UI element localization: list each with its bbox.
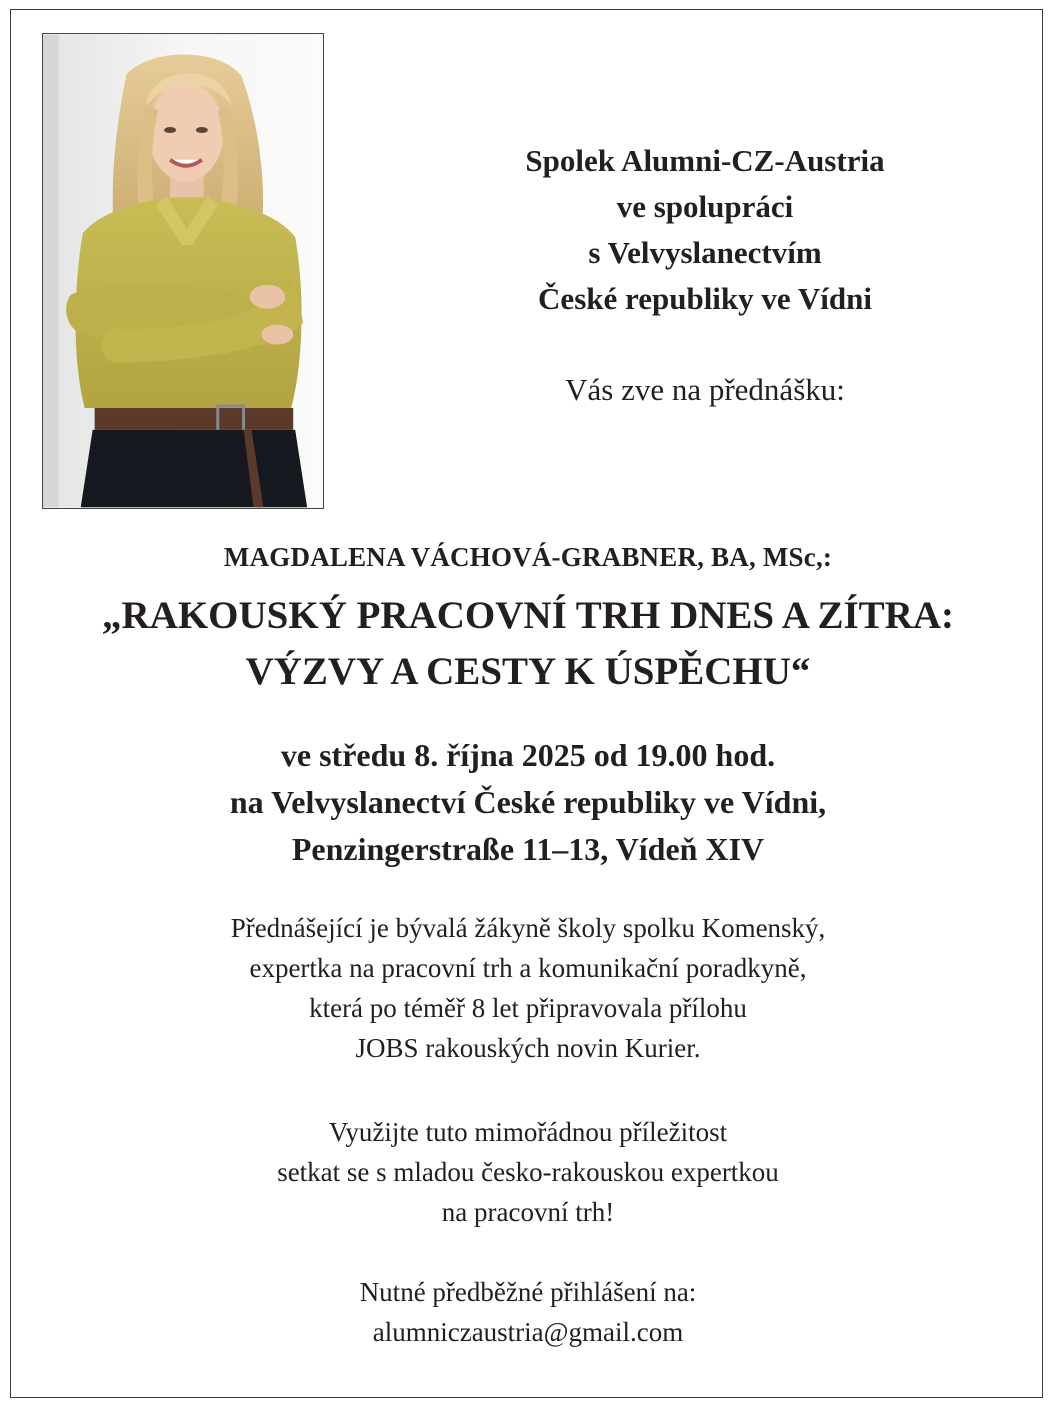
event-date-time: ve středu 8. října 2025 od 19.00 hod.	[280, 737, 776, 773]
invitation-text: Vás zve na přednášku:	[565, 372, 845, 407]
organizer-line: ve spolupráci	[616, 189, 794, 224]
speaker-photo	[42, 33, 324, 509]
organizer-line: s Velvyslanectvím	[588, 235, 822, 270]
bio-line: expertka na pracovní trh a komunikační poradkyně,	[249, 953, 807, 983]
lecture-title	[0, 588, 1056, 700]
bio-line: JOBS rakouských novin Kurier.	[355, 1033, 701, 1063]
registration-block	[0, 1272, 1056, 1352]
organizer-block	[400, 138, 1010, 322]
organizer-line: Spolek Alumni-CZ-Austria	[525, 143, 885, 178]
speaker-portrait-illustration	[43, 34, 323, 508]
event-details	[0, 732, 1056, 873]
speaker-name: MAGDALENA VÁCHOVÁ-GRABNER, BA, MSc,:	[223, 542, 833, 572]
event-venue: na Velvyslanectví České republiky ve Vídni,	[229, 784, 827, 820]
bio-line: která po téměř 8 let připravovala přílohu	[309, 993, 747, 1023]
event-address: Penzingerstraße 11–13, Vídeň XIV	[291, 831, 765, 867]
organizer-line: České republiky ve Vídni	[538, 281, 872, 316]
cta-line: setkat se s mladou česko-rakouskou expertkou	[277, 1157, 779, 1187]
registration-email[interactable]: alumniczaustria@gmail.com	[372, 1317, 684, 1347]
call-to-action	[0, 1112, 1056, 1232]
lecture-title-line: VÝZVY A CESTY K ÚSPĚCHU“	[245, 650, 811, 693]
cta-line: Využijte tuto mimořádnou příležitost	[328, 1117, 728, 1147]
registration-label: Nutné předběžné přihlášení na:	[359, 1277, 697, 1307]
cta-line: na pracovní trh!	[441, 1197, 615, 1227]
bio-line: Přednášející je bývalá žákyně školy spolku Komenský,	[230, 913, 826, 943]
speaker-bio	[0, 908, 1056, 1068]
lecture-title-line: „RAKOUSKÝ PRACOVNÍ TRH DNES A ZÍTRA:	[102, 594, 954, 637]
